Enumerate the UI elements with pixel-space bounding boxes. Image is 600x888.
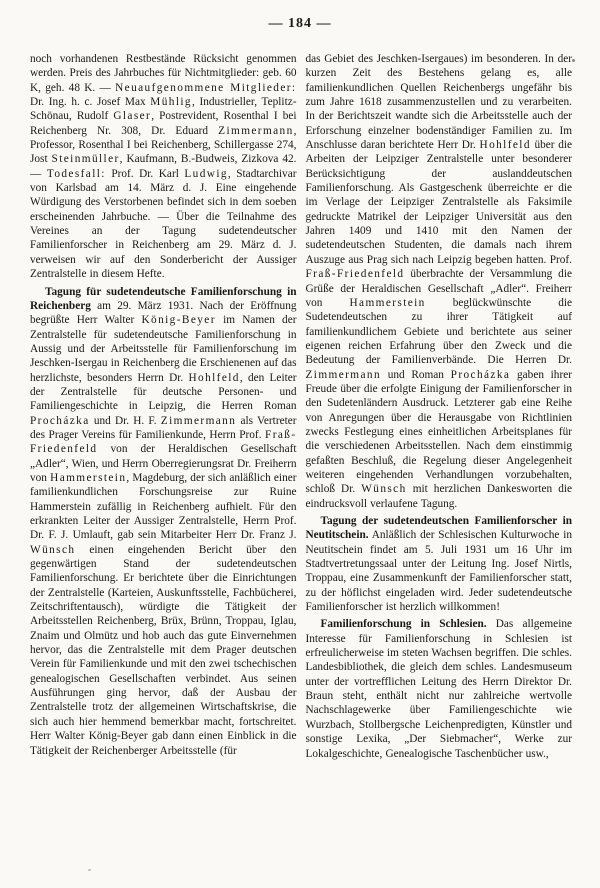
left-column [30, 52, 297, 761]
text-segment: Zimmermann [218, 124, 294, 137]
text-segment: am 29. März 1931. Nach der Eröffnung begrüßte Herr Walter [30, 299, 297, 327]
text-segment: , den Leiter der Zentralstelle für deutsche Personen- und Familiengeschichte in Leipzig, die Herren Roman [30, 371, 297, 413]
scan-speck [572, 59, 575, 62]
text-segment: und Dr. H. F. [89, 414, 161, 427]
text-segment: Glaser [113, 110, 152, 123]
paragraph-tagung-reichenberg-continued [306, 52, 573, 511]
text-segment: , Postrevident, Rosenthal I bei Reichenberg Nr. 308, Dr. Eduard [30, 110, 297, 137]
paragraph-heading: Tagung für sudetendeutsche Familienforschung in Reichenberg [30, 285, 297, 312]
text-segment: mit herzlichen Dankesworten die eindrucksvoll verlaufene Tagung. [305, 483, 572, 510]
text-segment: das Gebiet des Jeschken-Isergaues) im besonderen. In der kurzen Zeit des Bestehens gelang es, alle familienkundlichen Quellen Reichenbergs ungefähr bis zum Jahre 1618 zusammenzustellen und zu verarbeiten. In der Berichtszeit wandte sich die Arbeitsstelle auch der Erforschung einzelner bodenständiger Familien zu. Im Anschlusse daran berichtete Herr Dr. [305, 53, 572, 152]
text-segment: Mühlig [150, 96, 192, 109]
paragraph-membership-news [30, 52, 297, 282]
text-segment: König-Beyer [141, 314, 216, 327]
text-segment: Todesfall: [46, 167, 106, 180]
text-segment: Steinmüller [51, 153, 120, 166]
text-segment: Fraß-Friedenfeld [30, 428, 297, 456]
text-columns [30, 52, 572, 761]
paragraph-tagung-neutitschein [306, 514, 573, 614]
text-segment: Das allgemeine Interesse für Familienforschung in Schlesien ist erfreulicherweise im steten Wachsen begriffen. Die schles. Landesbibliothek, die gleich dem schles. Landesmuseum unter der vortrefflichen Leitung des Herrn Direktor Dr. Braun steht, enthält nicht nur zahlreiche wertvolle Nachschlagewerke über Familiengeschichte wie Wurzbach, Stollbergsche Leichenpredigten, Künstler und sonstige Lexika, „Der Siebmacher“, Werke zur Lokalgeschichte, Genealogische Taschenbücher usw., [305, 618, 572, 760]
text-segment: , Magdeburg, der sich anläßlich einer familienkundlichen Forschungsreise zur Ruine Hammerstein zufällig in Reichenberg aufhielt. Für den erkrankten Leiter der Aussiger Zentralstelle, Herrn Prof. Dr. F. J. Umlauft, gab sein Mitarbeiter Herr Dr. Franz J. [30, 471, 297, 542]
text-segment: Zimmermann [160, 414, 237, 427]
text-segment: Hohlfeld [188, 371, 240, 384]
text-segment: Wünsch [30, 543, 76, 556]
text-segment: Procházka [30, 414, 90, 427]
right-column [306, 52, 573, 761]
text-segment: Anläßlich der Schlesischen Kulturwoche in Neutitschein findet am 5. Juli 1931 um 16 Uhr im Stadtvertretungssaal unter der Leitung Ing. Josef Nirtls, Troppau, eine Zusammenkunft der Familienforscher statt, zu der höflichst eingeladen wird. Jeder sudetendeutsche Familienforscher ist herzlich willkommen! [305, 529, 572, 614]
text-segment: , Kaufmann, B.-Budweis, Zizkova 42. — [30, 153, 297, 180]
text-segment: Neuaufgenommene Mitglieder: [115, 81, 297, 94]
text-segment: und Roman [381, 368, 451, 381]
text-segment: , Professor, Rosenthal I bei Reichenberg, Schillergasse 274, Jost [30, 124, 297, 166]
text-segment: Procházka [450, 368, 511, 381]
text-segment: von der Heraldischen Gesellschaft „Adler“, Wien, und Herrn Oberregierungsrat Dr. Freiherrn von [30, 443, 297, 484]
text-segment: Prof. Dr. Karl [105, 167, 185, 180]
text-segment: einen eingehenden Bericht über den gegenwärtigen Stand der sudetendeutschen Familienforschung. Er berichtete über die Einrichtungen der Zentralstelle (Karteien, Auskunftsstelle, Fachbücherei, Zeitschriftentausch), würdigte die Tätigkeit der Arbeitsstellen Reichenberg, Brüx, Brünn, Troppau, Iglau, Znaim und Olmütz und hob auch das gute Einvernehmen hervor, das die Zentralstelle mit dem Prager deutschen Verein für Familienkunde und mit den zwei tschechischen genealogischen Gesellschaften verbindet. Aus seinen Ausführungen ging hervor, daß der Ausbau der Zentralstelle trotz der allgemeinen Wirtschaftskrise, die sich auch hier hemmend bemerkbar macht, fortschreitet. Herr Walter König-Beyer gab dann einen Einblick in die Tätigkeit der Reichenberger Arbeitsstelle (für [30, 543, 297, 757]
text-segment: gaben ihrer Freude über die erfolgte Einigung der Familienforscher in den Sudetenländern Ausdruck. Letzterer gab eine Reihe von Anregungen über die Herausgabe von Richtlinien zwecks Festlegung eines einheitlichen Arbeitsplanes für die verschiedenen Arbeitsstellen. Nach dem einstimmig gefaßten Beschluß, die Regelung dieser Angelegenheit weiteren eingehenden Verhandlungen vorzubehalten, schloß Dr. [305, 368, 572, 496]
paragraph-tagung-reichenberg [30, 285, 297, 758]
text-segment: , Stadtarchivar von Karlsbad am 14. März d. J. Eine eingehende Würdigung des Verstorbenen befindet sich in dem soeben erscheinenden Jahrbuche. — Über die Teilnahme des Vereines an der Tagung sudetendeutscher Familienforscher in Reichenberg am 29. März d. J. verweisen wir auf den Sonderbericht der Aussiger Zentralstelle in diesem Hefte. [30, 167, 297, 281]
text-segment: als Vertreter des Prager Vereins für Familienkunde, Herrn Prof. [30, 414, 297, 441]
text-segment: Hohlfeld [479, 139, 531, 152]
paragraph-heading: Tagung der sudetendeutschen Familienforscher in Neutitschein. [305, 515, 572, 542]
page-number: — 184 — [268, 16, 332, 31]
text-segment: Hammerstein [349, 296, 426, 309]
text-segment: Zimmermann [305, 368, 381, 381]
text-segment: Dr. Ing. h. c. Josef Max [30, 96, 151, 109]
text-segment: noch vorhandenen Restbestände Rücksicht genommen werden. Preis des Jahrbuches für Nichtmitglieder: geb. 60 K, geh. 48 K. — [30, 53, 297, 94]
text-segment: im Namen der Zentralstelle für sudetendeutsche Familienforschung in Aussig und der Arbeitsstelle für Familienforschung im Jeschken-Isergau in Reichenberg die Erschienenen auf das herzlichste, besonders Herrn Dr. [30, 314, 297, 384]
paragraph-familienforschung-schlesien [306, 617, 573, 760]
text-segment: Ludwig [184, 167, 228, 180]
text-segment: , Industrieller, Teplitz-Schönau, Rudolf [30, 96, 297, 123]
text-segment: beglückwünschte die Sudetendeutschen zu ihrer Tätigkeit auf familienkundlichem Gebiete und berichtete aus seiner eigenen reichen Erfahrung über den Zweck und die Bedeutung der Familienverbände. Die Herren Dr. [305, 296, 572, 367]
text-segment: Hammerstein [50, 471, 127, 484]
text-segment: überbrachte der Versammlung die Grüße der Heraldischen Gesellschaft „Adler“. Freiherr von [305, 268, 572, 309]
text-segment: Fraß-Friedenfeld [305, 268, 405, 281]
text-segment: Wünsch [361, 483, 407, 496]
page-header [0, 16, 600, 32]
text-segment: über die Arbeiten der Leipziger Zentralstelle unter besonderer Berücksichtigung der auslanddeutschen Familienforschung. Als Gastgeschenk überreichte er die im Verlage der Leipziger Zentralstelle als Faksimile gedruckte Matrikel der Leipziger Universität aus den Jahren 1409 und 1410 mit den Namen der sudetendeutschen Studenten, die damals nach ihrem Auszuge aus Prag sich nach Leipzig begeben hatten. Prof. [305, 139, 572, 266]
paragraph-heading: Familienforschung in Schlesien. [320, 618, 487, 631]
scan-speck [88, 869, 91, 871]
